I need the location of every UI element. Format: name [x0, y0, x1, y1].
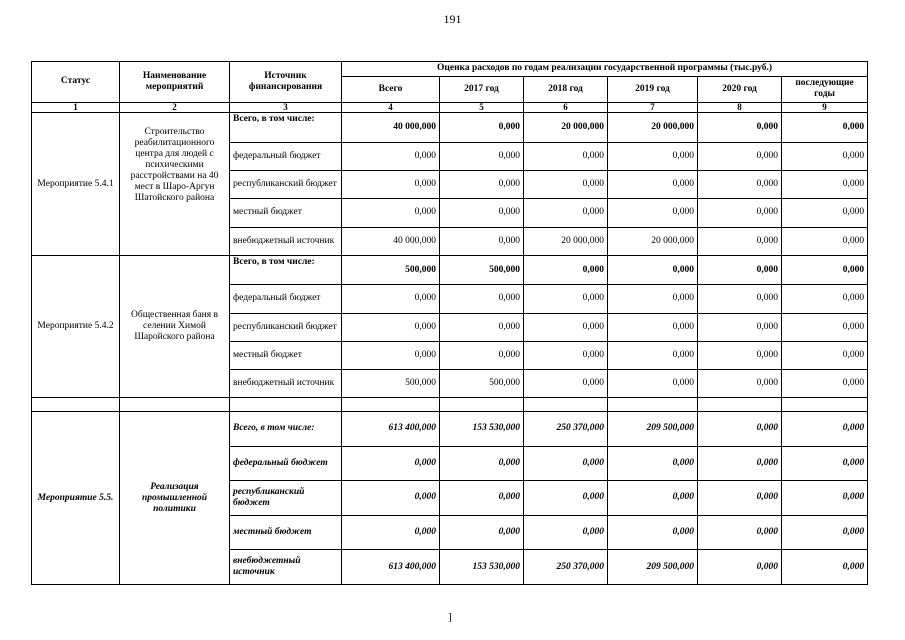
value-2020: 0,000: [698, 515, 782, 550]
activity-name: Реализация промышленной политики: [120, 412, 230, 585]
value-later: 0,000: [782, 550, 868, 585]
value-later: 0,000: [782, 170, 868, 198]
value-2020: 0,000: [698, 227, 782, 255]
column-number: 9: [782, 102, 868, 112]
value-total: 500,000: [342, 255, 440, 284]
column-number: 4: [342, 102, 440, 112]
value-later: 0,000: [782, 481, 868, 516]
value-2017: 0,000: [440, 481, 524, 516]
column-number: 8: [698, 102, 782, 112]
value-total: 0,000: [342, 515, 440, 550]
value-later: 0,000: [782, 199, 868, 227]
value-2018: 0,000: [524, 199, 608, 227]
value-later: 0,000: [782, 285, 868, 313]
value-total: 613 400,000: [342, 550, 440, 585]
value-2018: 0,000: [524, 255, 608, 284]
value-total: 40 000,000: [342, 113, 440, 142]
value-later: 0,000: [782, 313, 868, 341]
value-2018: 250 370,000: [524, 550, 608, 585]
value-2018: 0,000: [524, 481, 608, 516]
value-total: 0,000: [342, 446, 440, 481]
value-later: 0,000: [782, 412, 868, 447]
header-activity-name: Наименование мероприятий: [120, 62, 230, 103]
header-year-2020: 2020 год: [698, 76, 782, 102]
value-2017: 0,000: [440, 515, 524, 550]
funding-source-extrabudgetary: внебюджетный источник: [230, 227, 342, 255]
value-later: 0,000: [782, 446, 868, 481]
value-2019: 0,000: [608, 515, 698, 550]
funding-source-total: Всего, в том числе:: [230, 113, 342, 142]
value-2020: 0,000: [698, 446, 782, 481]
value-2018: 0,000: [524, 341, 608, 369]
column-number: 7: [608, 102, 698, 112]
value-total: 0,000: [342, 313, 440, 341]
value-2017: 0,000: [440, 285, 524, 313]
activity-status: Мероприятие 5.4.1: [32, 113, 120, 256]
activity-status: Мероприятие 5.4.2: [32, 255, 120, 398]
page-number: 191: [443, 12, 462, 26]
value-2017: 500,000: [440, 370, 524, 398]
value-2017: 0,000: [440, 170, 524, 198]
column-number: 3: [230, 102, 342, 112]
funding-source-republican: республиканский бюджет: [230, 170, 342, 198]
header-status: Статус: [32, 62, 120, 103]
value-total: 0,000: [342, 199, 440, 227]
value-2019: 0,000: [608, 313, 698, 341]
value-2020: 0,000: [698, 199, 782, 227]
value-2018: 0,000: [524, 170, 608, 198]
value-2017: 153 530,000: [440, 550, 524, 585]
activity-name: Общественная баня в селении Химой Шаройского района: [120, 255, 230, 398]
value-2020: 0,000: [698, 255, 782, 284]
value-2017: 0,000: [440, 142, 524, 170]
value-2018: 20 000,000: [524, 113, 608, 142]
value-2019: 0,000: [608, 481, 698, 516]
funding-source-federal: федеральный бюджет: [230, 142, 342, 170]
funding-source-extrabudgetary: внебюджетный источник: [230, 550, 342, 585]
value-2019: 0,000: [608, 370, 698, 398]
value-later: 0,000: [782, 227, 868, 255]
value-2019: 0,000: [608, 255, 698, 284]
spacer-row: [32, 398, 868, 412]
value-2018: 250 370,000: [524, 412, 608, 447]
value-2020: 0,000: [698, 142, 782, 170]
value-later: 0,000: [782, 142, 868, 170]
column-number: 2: [120, 102, 230, 112]
value-total: 0,000: [342, 341, 440, 369]
column-number: 6: [524, 102, 608, 112]
value-later: 0,000: [782, 341, 868, 369]
value-2020: 0,000: [698, 412, 782, 447]
value-2019: 0,000: [608, 170, 698, 198]
value-2020: 0,000: [698, 313, 782, 341]
footer-mark: ]: [448, 611, 452, 623]
value-2017: 0,000: [440, 227, 524, 255]
header-year-total: Всего: [342, 76, 440, 102]
activity-name: Строительство реабилитационного центра для людей с психическими расстройствами на 40 мест в Шаро-Аргун Шатойского района: [120, 113, 230, 256]
value-2019: 0,000: [608, 142, 698, 170]
value-2019: 209 500,000: [608, 550, 698, 585]
value-2019: 20 000,000: [608, 227, 698, 255]
activity-status: Мероприятие 5.5.: [32, 412, 120, 585]
budget-table: [31, 61, 868, 585]
value-2018: 0,000: [524, 313, 608, 341]
value-total: 0,000: [342, 285, 440, 313]
value-2017: 0,000: [440, 199, 524, 227]
value-total: 0,000: [342, 481, 440, 516]
value-2020: 0,000: [698, 113, 782, 142]
value-later: 0,000: [782, 255, 868, 284]
funding-source-federal: федеральный бюджет: [230, 285, 342, 313]
value-later: 0,000: [782, 515, 868, 550]
value-2020: 0,000: [698, 341, 782, 369]
funding-source-republican: республиканский бюджет: [230, 313, 342, 341]
funding-source-local: местный бюджет: [230, 341, 342, 369]
value-2018: 0,000: [524, 142, 608, 170]
value-2018: 0,000: [524, 370, 608, 398]
value-2019: 0,000: [608, 446, 698, 481]
value-total: 613 400,000: [342, 412, 440, 447]
value-total: 0,000: [342, 142, 440, 170]
value-2019: 20 000,000: [608, 113, 698, 142]
value-2019: 0,000: [608, 285, 698, 313]
value-2017: 500,000: [440, 255, 524, 284]
header-year-2018: 2018 год: [524, 76, 608, 102]
value-2018: 0,000: [524, 515, 608, 550]
header-year-2017: 2017 год: [440, 76, 524, 102]
funding-source-total: Всего, в том числе:: [230, 255, 342, 284]
funding-source-republican: республиканский бюджет: [230, 481, 342, 516]
header-year-later: последующие годы: [782, 76, 868, 102]
header-estimate: Оценка расходов по годам реализации государственной программы (тыс.руб.): [342, 62, 868, 77]
value-total: 500,000: [342, 370, 440, 398]
funding-source-local: местный бюджет: [230, 515, 342, 550]
value-2017: 0,000: [440, 446, 524, 481]
value-2020: 0,000: [698, 170, 782, 198]
value-2017: 153 530,000: [440, 412, 524, 447]
value-2019: 0,000: [608, 341, 698, 369]
value-2017: 0,000: [440, 313, 524, 341]
value-2020: 0,000: [698, 370, 782, 398]
value-total: 40 000,000: [342, 227, 440, 255]
value-later: 0,000: [782, 370, 868, 398]
funding-source-federal: федеральный бюджет: [230, 446, 342, 481]
value-2020: 0,000: [698, 481, 782, 516]
value-later: 0,000: [782, 113, 868, 142]
funding-source-extrabudgetary: внебюджетный источник: [230, 370, 342, 398]
value-2019: 209 500,000: [608, 412, 698, 447]
funding-source-local: местный бюджет: [230, 199, 342, 227]
value-2020: 0,000: [698, 550, 782, 585]
column-number: 5: [440, 102, 524, 112]
funding-source-total: Всего, в том числе:: [230, 412, 342, 447]
value-2020: 0,000: [698, 285, 782, 313]
value-2017: 0,000: [440, 113, 524, 142]
header-funding-source: Источник финансирования: [230, 62, 342, 103]
value-2018: 20 000,000: [524, 227, 608, 255]
value-2019: 0,000: [608, 199, 698, 227]
value-2018: 0,000: [524, 446, 608, 481]
column-number: 1: [32, 102, 120, 112]
value-total: 0,000: [342, 170, 440, 198]
value-2018: 0,000: [524, 285, 608, 313]
value-2017: 0,000: [440, 341, 524, 369]
header-year-2019: 2019 год: [608, 76, 698, 102]
